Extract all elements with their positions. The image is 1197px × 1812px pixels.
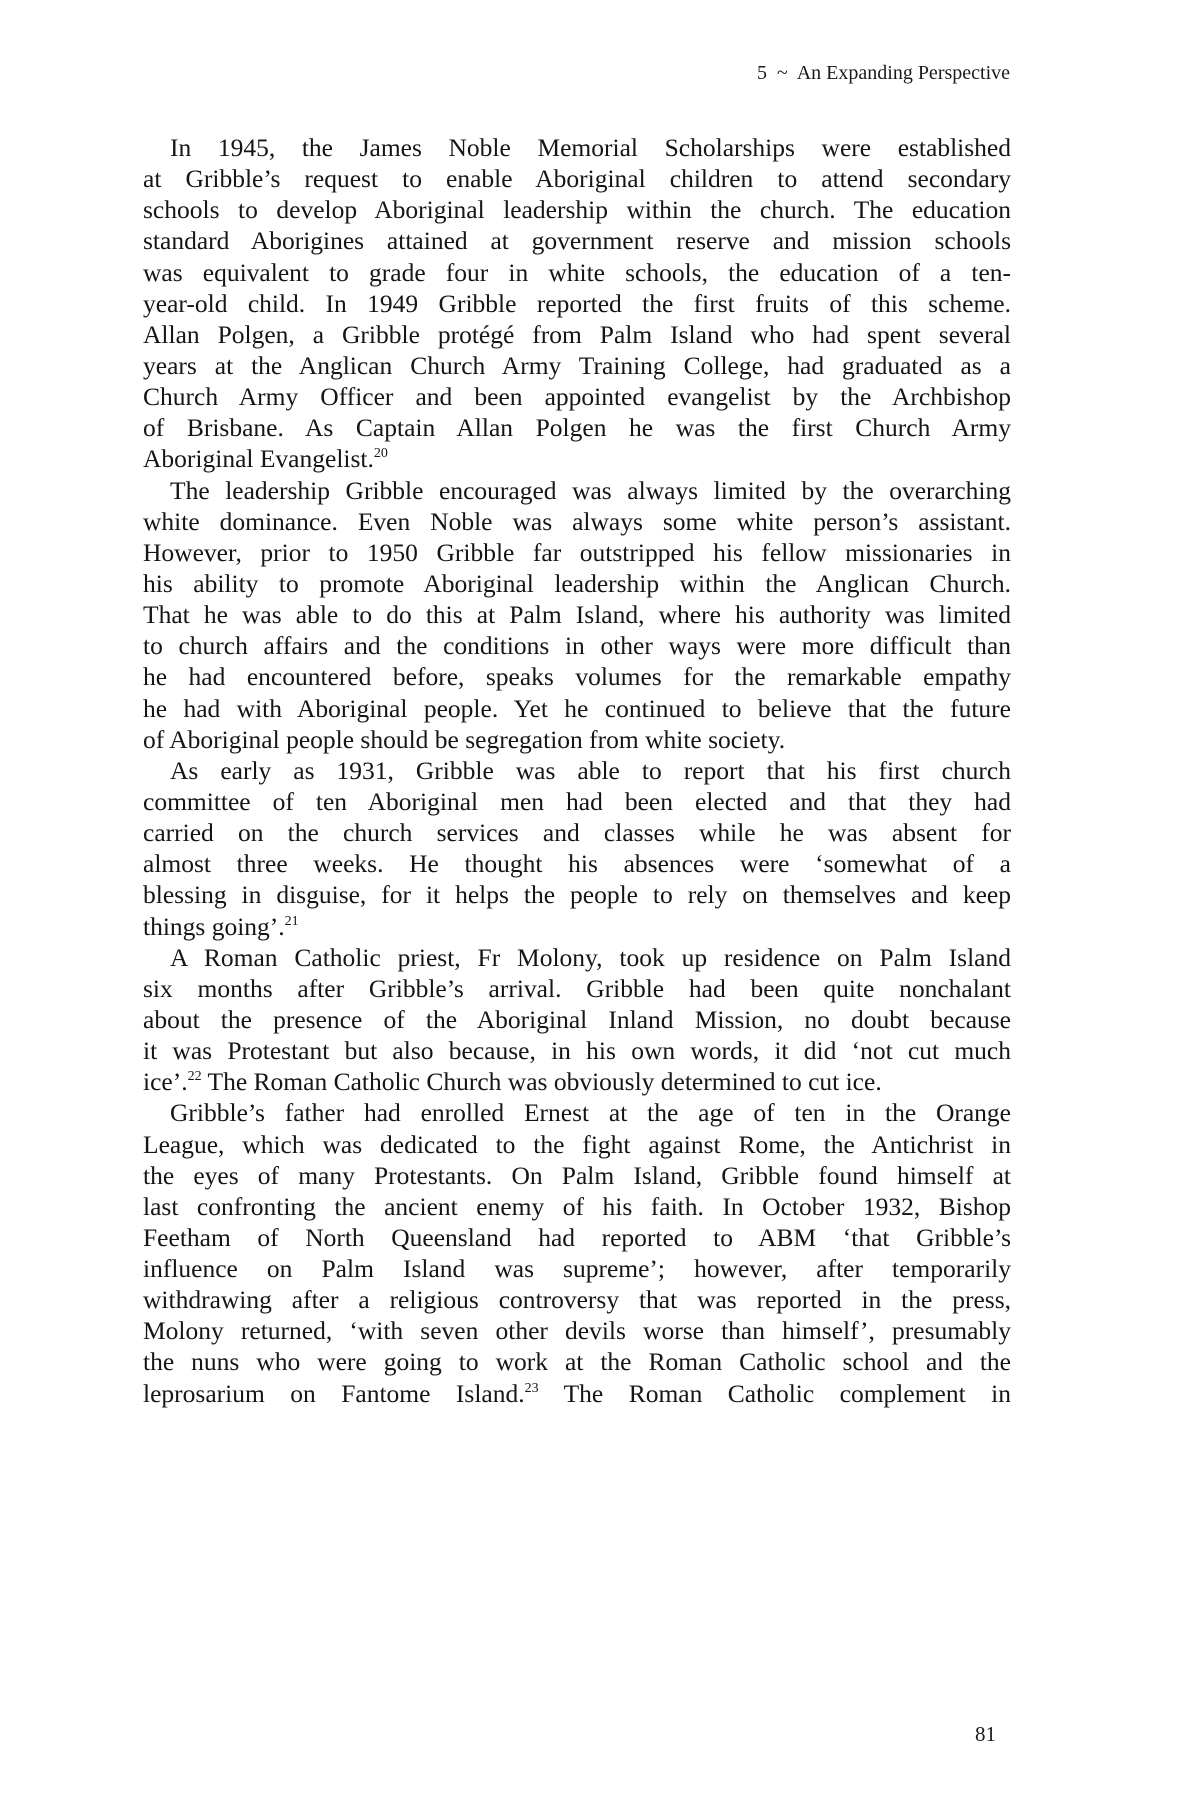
- chapter-number: 5: [756, 62, 767, 84]
- text-line: ice’.$^{22}$ The Roman Catholic Church was obviously determined to cut ice.: [143, 1067, 882, 1097]
- text-line: of Aboriginal people should be segregation from white society.: [143, 724, 786, 754]
- text-line: That he was able to do this at Palm Island, where his authority was limited: [143, 600, 1011, 630]
- running-head: [757, 62, 1010, 85]
- text-line: influence on Palm Island was supreme’; however, after temporarily: [143, 1254, 1011, 1284]
- text-line: he had with Aboriginal people. Yet he continued to believe that the future: [143, 693, 1011, 723]
- page-number: 81: [975, 1722, 996, 1746]
- footnote-ref[interactable]: 21: [284, 913, 299, 929]
- text-line: Allan Polgen, a Gribble protégé from Palm Island who had spent several: [143, 319, 1011, 349]
- paragraph-1: [143, 132, 1011, 475]
- text-line: it was Protestant but also because, in his own words, it did ‘not cut much: [143, 1036, 1011, 1066]
- paragraph-2: [143, 475, 1011, 755]
- text-line: withdrawing after a religious controversy that was reported in the press,: [143, 1285, 1011, 1315]
- footnote-ref[interactable]: 23: [524, 1380, 539, 1396]
- text-line: carried on the church services and classes while he was absent for: [143, 818, 1011, 848]
- text-line: Church Army Officer and been appointed evangelist by the Archbishop: [143, 382, 1011, 412]
- text-line: Aboriginal Evangelist.$^{20}$: [143, 444, 388, 474]
- text-line: A Roman Catholic priest, Fr Molony, took up residence on Palm Island: [170, 942, 1011, 972]
- text-line: he had encountered before, speaks volumes for the remarkable empathy: [143, 662, 1011, 692]
- text-line: about the presence of the Aboriginal Inland Mission, no doubt because: [143, 1004, 1011, 1034]
- text-line: to church affairs and the conditions in other ways were more difficult than: [143, 631, 1011, 661]
- text-line: of Brisbane. As Captain Allan Polgen he was the first Church Army: [143, 413, 1011, 443]
- text-line: Gribble’s father had enrolled Ernest at the age of ten in the Orange: [170, 1098, 1011, 1128]
- text-line: white dominance. Even Noble was always some white person’s assistant.: [143, 506, 1011, 536]
- separator: ~: [776, 62, 788, 84]
- text-line: at Gribble’s request to enable Aboriginal children to attend secondary: [143, 164, 1011, 194]
- text-line: almost three weeks. He thought his absences were ‘somewhat of a: [143, 849, 1011, 879]
- body-text: [143, 132, 1011, 1409]
- text-line: schools to develop Aboriginal leadership within the church. The education: [143, 195, 1011, 225]
- text-line: years at the Anglican Church Army Training College, had graduated as a: [143, 350, 1011, 380]
- chapter-title: An Expanding Perspective: [796, 62, 1010, 84]
- paragraph-3: [143, 755, 1011, 942]
- text-line: things going’.$^{21}$: [143, 911, 299, 941]
- text-line: standard Aborigines attained at government reserve and mission schools: [143, 226, 1011, 256]
- text-line: the nuns who were going to work at the Roman Catholic school and the: [143, 1347, 1011, 1377]
- text-line: year-old child. In 1949 Gribble reported the first fruits of this scheme.: [143, 288, 1011, 318]
- text-line: The leadership Gribble encouraged was always limited by the overarching: [170, 475, 1011, 505]
- text-line: However, prior to 1950 Gribble far outstripped his fellow missionaries in: [143, 537, 1011, 567]
- text-line: League, which was dedicated to the fight against Rome, the Antichrist in: [143, 1129, 1011, 1159]
- text-line: was equivalent to grade four in white schools, the education of a ten-: [143, 257, 1011, 287]
- footnote-ref[interactable]: 20: [373, 446, 388, 462]
- text-line: blessing in disguise, for it helps the people to rely on themselves and keep: [143, 880, 1011, 910]
- text-line: last confronting the ancient enemy of his faith. In October 1932, Bishop: [143, 1191, 1011, 1221]
- text-line: the eyes of many Protestants. On Palm Island, Gribble found himself at: [143, 1160, 1011, 1190]
- text-line: leprosarium on Fantome Island.$^{23}$ The Roman Catholic complement in: [143, 1378, 1011, 1408]
- text-line: Feetham of North Queensland had reported to ABM ‘that Gribble’s: [143, 1222, 1011, 1252]
- footnote-ref[interactable]: 22: [187, 1069, 202, 1085]
- paragraph-4: [143, 942, 1011, 1098]
- text-line: In 1945, the James Noble Memorial Scholarships were established: [170, 133, 1011, 162]
- text-line: committee of ten Aboriginal men had been elected and that they had: [143, 786, 1011, 816]
- text-line: Molony returned, ‘with seven other devils worse than himself’, presumably: [143, 1316, 1011, 1346]
- text-line: his ability to promote Aboriginal leadership within the Anglican Church.: [143, 568, 1011, 598]
- text-line: six months after Gribble’s arrival. Gribble had been quite nonchalant: [143, 973, 1011, 1003]
- text-line: As early as 1931, Gribble was able to report that his first church: [170, 755, 1011, 785]
- paragraph-5: [143, 1097, 1011, 1408]
